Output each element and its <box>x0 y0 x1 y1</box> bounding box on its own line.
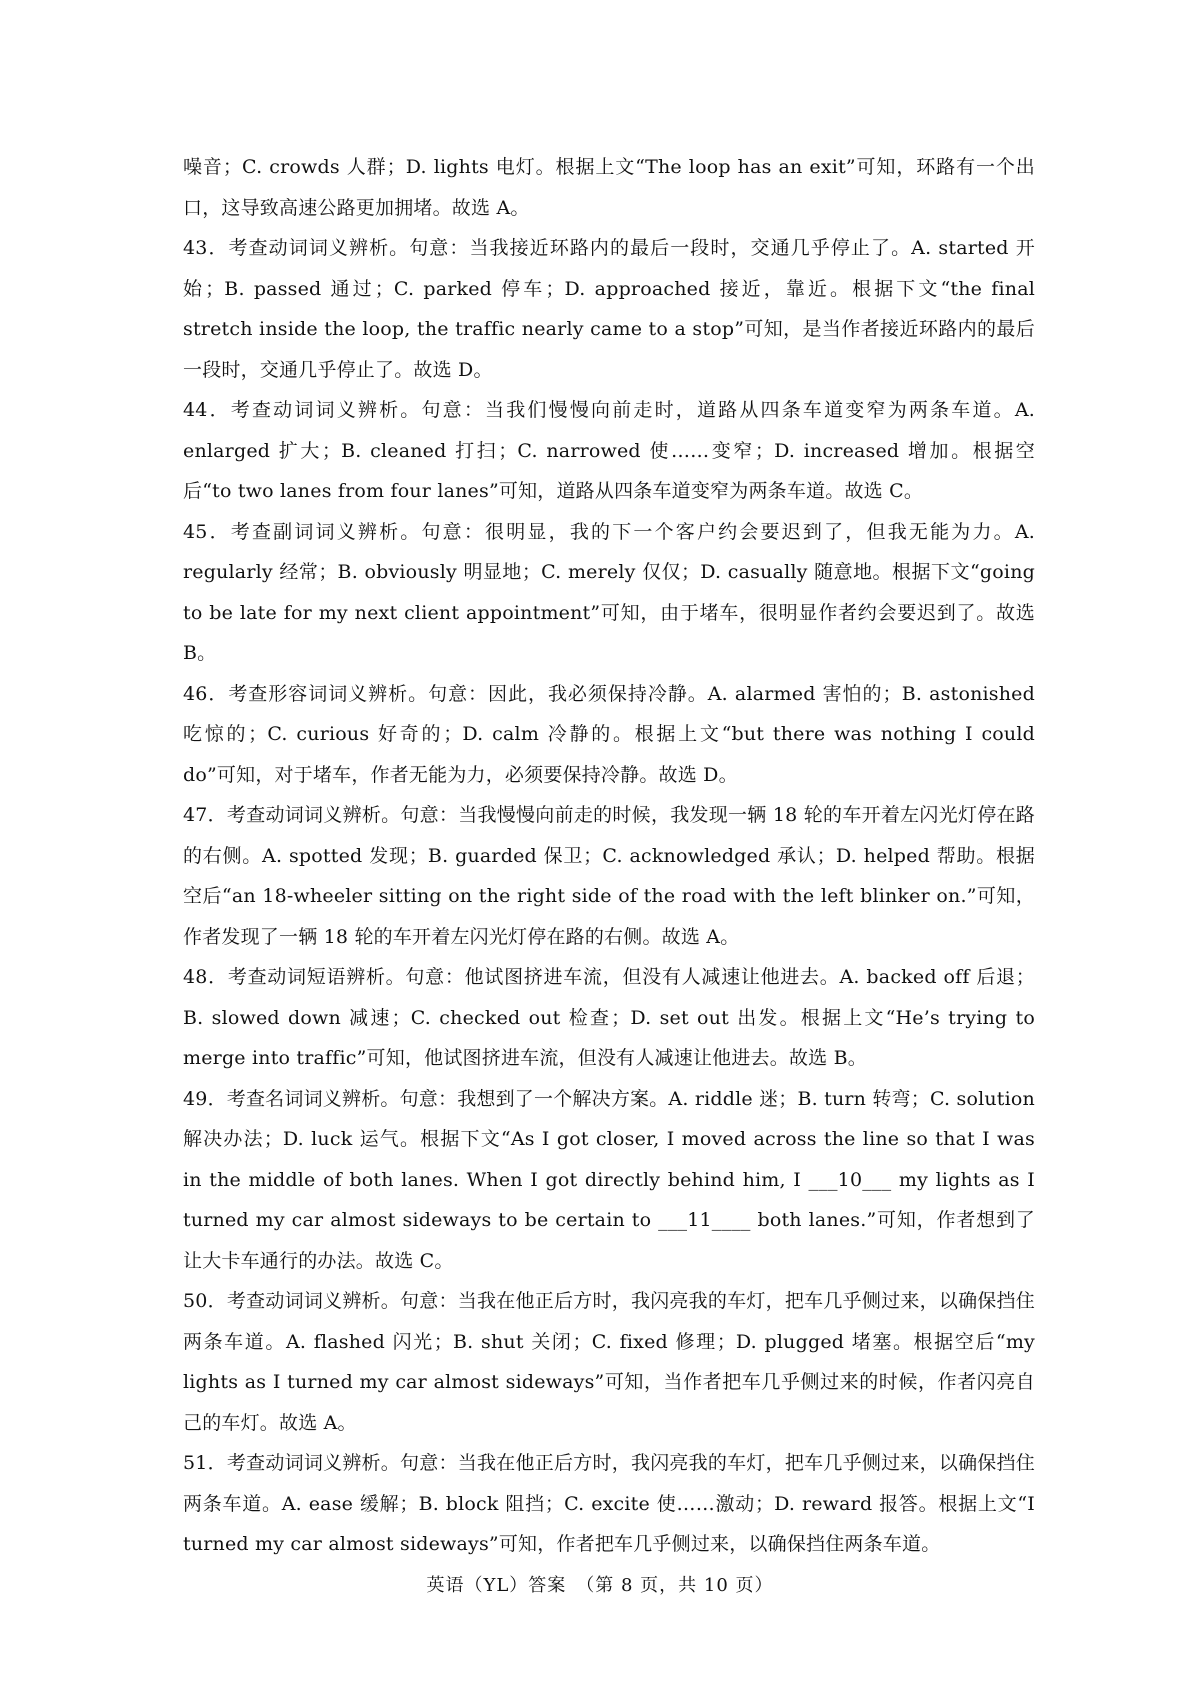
answer-explanations <box>183 147 1035 1565</box>
paragraph-item-49: 49．考查名词词义辨析。句意：我想到了一个解决方案。A. riddle 迷；B. turn 转弯；C. solution 解决办法；D. luck 运气。根据下文“As I got closer, I moved across the line so that I was in the middle of both lanes. When I got directly behind him, I ___10___ my lights as I turned my car almost sideways to be certain to ___11____ both lanes.”可知，作者想到了让大卡车通行的办法。故选 C。 <box>183 1087 1035 1272</box>
paragraph-item-46: 46．考查形容词词义辨析。句意：因此，我必须保持冷静。A. alarmed 害怕的；B. astonished 吃惊的；C. curious 好奇的；D. calm 冷静的。根据上文“but there was nothing I could do”可知，对于堵车，作者无能为力，必须要保持冷静。故选 D。 <box>183 682 1035 786</box>
paragraph-item-48: 48．考查动词短语辨析。句意：他试图挤进车流，但没有人减速让他进去。A. backed off 后退；B. slowed down 减速；C. checked out 检查；D. set out 出发。根据上文“He’s trying to merge into traffic”可知，他试图挤进车流，但没有人减速让他进去。故选 B。 <box>183 966 1035 1069</box>
paragraph-item-43: 43．考查动词词义辨析。句意：当我接近环路内的最后一段时，交通几乎停止了。A. started 开始；B. passed 通过；C. parked 停车；D. approached 接近，靠近。根据下文“the final stretch inside the loop, the traffic nearly came to a stop”可知，是当作者接近环路内的最后一段时，交通几乎停止了。故选 D。 <box>183 237 1035 381</box>
paragraph-item-50: 50．考查动词词义辨析。句意：当我在他正后方时，我闪亮我的车灯，把车几乎侧过来，以确保挡住两条车道。A. flashed 闪光；B. shut 关闭；C. fixed 修理；D. plugged 堵塞。根据空后“my lights as I turned my car almost sideways”可知，当作者把车几乎侧过来的时候，作者闪亮自己的车灯。故选 A。 <box>183 1290 1035 1434</box>
paragraph-item-45: 45．考查副词词义辨析。句意：很明显，我的下一个客户约会要迟到了，但我无能为力。A. regularly 经常；B. obviously 明显地；C. merely 仅仅；D. casually 随意地。根据下文“going to be late for my next client appointment”可知，由于堵车，很明显作者约会要迟到了。故选 B。 <box>183 520 1035 664</box>
paragraph-item-51: 51．考查动词词义辨析。句意：当我在他正后方时，我闪亮我的车灯，把车几乎侧过来，以确保挡住两条车道。A. ease 缓解；B. block 阻挡；C. excite 使……激动；D. reward 报答。根据上文“I turned my car almost sideways”可知，作者把车几乎侧过来，以确保挡住两条车道。 <box>183 1452 1035 1555</box>
paragraph-item-47: 47．考查动词词义辨析。句意：当我慢慢向前走的时候，我发现一辆 18 轮的车开着左闪光灯停在路的右侧。A. spotted 发现；B. guarded 保卫；C. acknowledged 承认；D. helped 帮助。根据空后“an 18-wheeler sitting on the right side of the road with the left blinker on.”可知，作者发现了一辆 18 轮的车开着左闪光灯停在路的右侧。故选 A。 <box>183 804 1035 948</box>
paragraph-item-44: 44．考查动词词义辨析。句意：当我们慢慢向前走时，道路从四条车道变窄为两条车道。A. enlarged 扩大；B. cleaned 打扫；C. narrowed 使……变窄；D. increased 增加。根据空后“to two lanes from four lanes”可知，道路从四条车道变窄为两条车道。故选 C。 <box>183 399 1035 502</box>
paragraph-42-continued: 噪音；C. crowds 人群；D. lights 电灯。根据上文“The loop has an exit”可知，环路有一个出口，这导致高速公路更加拥堵。故选 A。 <box>183 156 1035 219</box>
page-footer: 英语（YL）答案 （第 8 页，共 10 页） <box>426 1575 774 1596</box>
